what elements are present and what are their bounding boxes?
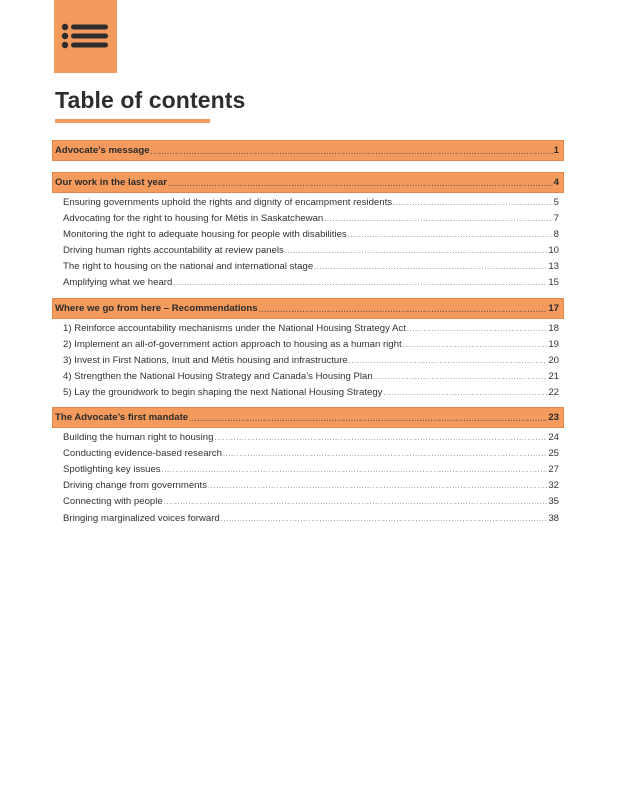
toc-page-number: 15 xyxy=(548,277,559,289)
toc-page-number: 27 xyxy=(548,464,559,476)
toc-entry[interactable] xyxy=(52,448,564,464)
toc-entry[interactable] xyxy=(52,355,564,371)
toc-entry-title: Driving change from governments xyxy=(63,480,207,492)
dot-leader xyxy=(403,342,548,349)
toc-entry[interactable] xyxy=(52,513,564,529)
toc-page-number: 18 xyxy=(548,322,559,334)
toc-entry[interactable] xyxy=(52,213,564,229)
toc-section-title: Where we go from here – Recommendations xyxy=(55,302,258,314)
toc-section-recommendations[interactable] xyxy=(52,298,564,319)
dot-leader xyxy=(221,516,548,523)
toc-section-our-work[interactable] xyxy=(52,172,564,193)
dot-leader xyxy=(223,451,547,458)
toc-section-advocates-message[interactable] xyxy=(52,140,564,161)
dot-leader xyxy=(173,280,547,287)
toc-page-number: 8 xyxy=(553,229,559,241)
toc-entry-list xyxy=(52,319,564,407)
toc-page-number: 24 xyxy=(548,432,559,444)
toc-entry-title: Bringing marginalized voices forward xyxy=(63,512,220,524)
toc-page-number: 13 xyxy=(548,261,559,273)
toc-page-number: 32 xyxy=(548,480,559,492)
dot-leader xyxy=(151,149,553,156)
toc-section-title: Our work in the last year xyxy=(55,177,167,188)
toc-entry-list xyxy=(52,428,564,533)
toc-entry[interactable] xyxy=(52,464,564,480)
page-title: Table of contents xyxy=(55,87,246,113)
toc-page-number: 19 xyxy=(548,338,559,350)
toc-entry-title: 3) Invest in First Nations, Inuit and Métis housing and infrastructure xyxy=(63,354,348,366)
dot-leader xyxy=(189,416,547,423)
toc-entry[interactable] xyxy=(52,245,564,261)
toc-entry-list xyxy=(52,193,564,298)
toc-entry[interactable] xyxy=(52,197,564,213)
dot-leader xyxy=(259,307,548,314)
toc-entry-title: 2) Implement an all-of-government action approach to housing as a human right xyxy=(63,338,402,350)
toc-page-number: 22 xyxy=(548,386,559,398)
list-icon xyxy=(61,23,109,49)
dot-leader xyxy=(407,326,547,333)
toc-entry[interactable] xyxy=(52,261,564,277)
toc-entry-title: The right to housing on the national and international stage xyxy=(63,261,314,273)
table-of-contents xyxy=(52,140,564,533)
dot-leader xyxy=(168,181,553,188)
toc-entry[interactable] xyxy=(52,323,564,339)
toc-page-number: 5 xyxy=(553,197,559,208)
toc-entry[interactable] xyxy=(52,229,564,245)
dot-leader xyxy=(164,499,548,506)
toc-entry[interactable] xyxy=(52,371,564,387)
toc-entry-title: Amplifying what we heard xyxy=(63,277,173,289)
toc-page-number: 10 xyxy=(548,245,559,257)
toc-page-number: 7 xyxy=(553,213,559,225)
dot-leader xyxy=(349,358,548,365)
toc-entry-title: Connecting with people xyxy=(63,496,163,508)
toc-page-number: 20 xyxy=(548,354,559,366)
toc-entry-title: Spotlighting key issues xyxy=(63,464,161,476)
title-underline xyxy=(55,119,210,123)
toc-section-title: The Advocate’s first mandate xyxy=(55,412,189,424)
dot-leader xyxy=(348,232,553,239)
dot-leader xyxy=(324,216,552,223)
toc-page-number: 17 xyxy=(548,302,559,314)
toc-page-number: 38 xyxy=(548,512,559,524)
toc-entry[interactable] xyxy=(52,339,564,355)
toc-entry[interactable] xyxy=(52,277,564,293)
toc-page-number: 25 xyxy=(548,448,559,460)
toc-entry-title: Driving human rights accountability at review panels xyxy=(63,245,284,257)
dot-leader xyxy=(162,467,548,474)
toc-entry-title: 5) Lay the groundwork to begin shaping the next National Housing Strategy xyxy=(63,386,383,398)
toc-entry-title: Ensuring governments uphold the rights and dignity of encampment residents xyxy=(63,197,393,208)
toc-page-number: 23 xyxy=(548,412,559,424)
toc-entry-title: Conducting evidence-based research xyxy=(63,448,222,460)
toc-entry[interactable] xyxy=(52,432,564,448)
toc-entry[interactable] xyxy=(52,387,564,403)
dot-leader xyxy=(314,264,547,271)
toc-page-number: 21 xyxy=(548,370,559,382)
toc-entry-title: Advocating for the right to housing for Métis in Saskatchewan xyxy=(63,213,324,225)
dot-leader xyxy=(383,390,547,397)
toc-entry[interactable] xyxy=(52,480,564,496)
toc-page-number: 35 xyxy=(548,496,559,508)
toc-section-first-mandate[interactable] xyxy=(52,407,564,428)
dot-leader xyxy=(393,200,553,207)
toc-section-title: Advocate’s message xyxy=(55,145,150,156)
dot-leader xyxy=(285,248,548,255)
toc-entry-title: 4) Strengthen the National Housing Strategy and Canada’s Housing Plan xyxy=(63,370,373,382)
toc-entry-title: 1) Reinforce accountability mechanisms under the National Housing Strategy Act xyxy=(63,322,406,334)
toc-page-number: 4 xyxy=(553,177,559,188)
dot-leader xyxy=(214,435,547,442)
toc-entry[interactable] xyxy=(52,496,564,512)
dot-leader xyxy=(374,374,548,381)
toc-entry-title: Building the human right to housing xyxy=(63,432,214,444)
header-icon-box xyxy=(54,0,117,73)
toc-entry-title: Monitoring the right to adequate housing for people with disabilities xyxy=(63,229,347,241)
dot-leader xyxy=(208,483,547,490)
toc-page-number: 1 xyxy=(553,145,559,156)
